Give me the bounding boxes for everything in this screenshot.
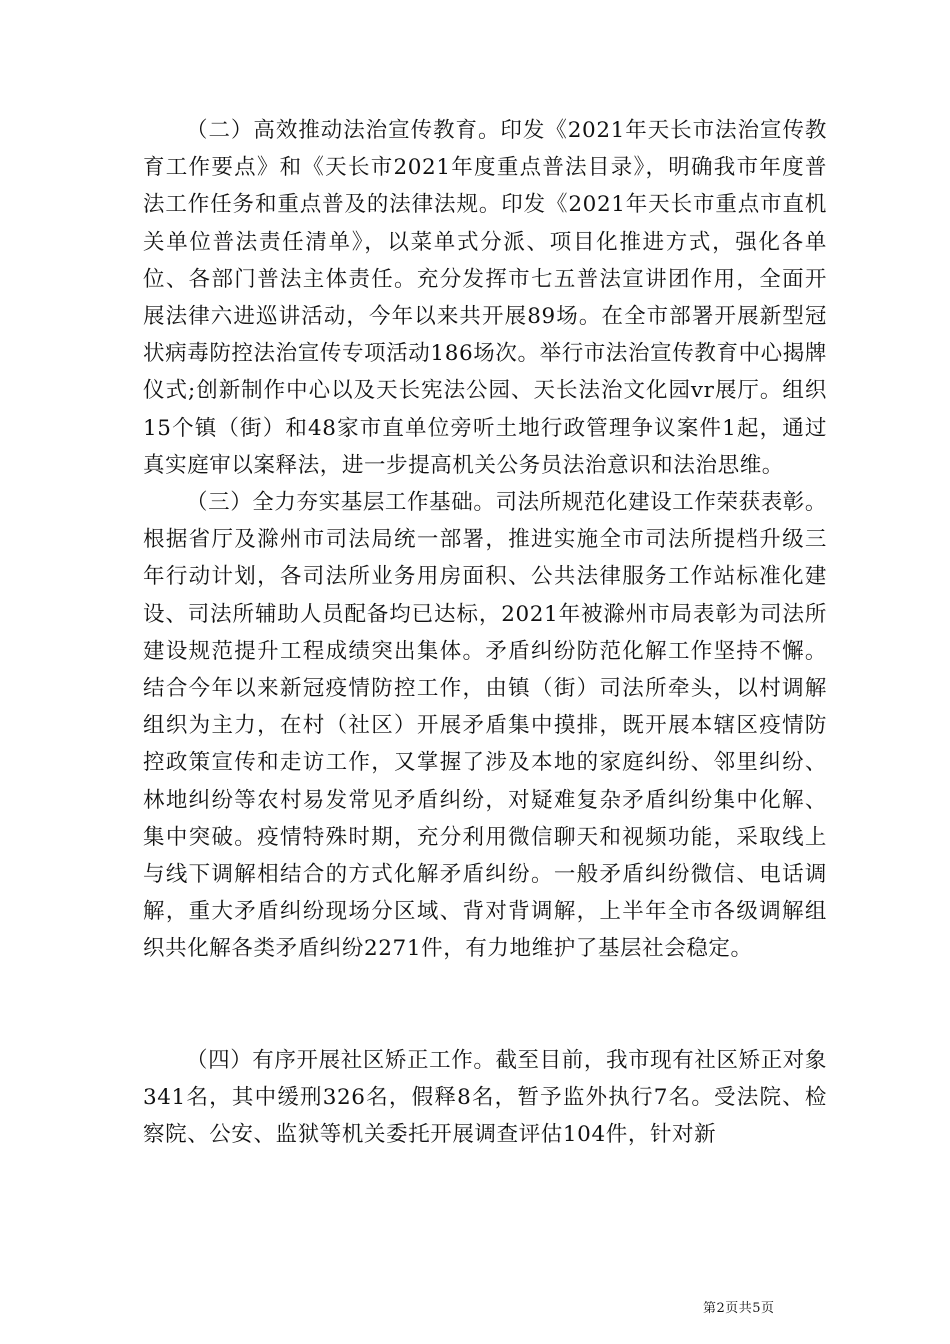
document-body bbox=[143, 112, 827, 1153]
paragraph-section-4: （四）有序开展社区矫正工作。截至目前，我市现有社区矫正对象341名，其中缓刑326名，假释8名，暂予监外执行7名。受法院、检察院、公安、监狱等机关委托开展调查评估104件，针对新 bbox=[143, 1047, 827, 1148]
page-number: 第2页共5页 bbox=[703, 1301, 775, 1316]
paragraph-section-3: （三）全力夯实基层工作基础。司法所规范化建设工作荣获表彰。根据省厅及滁州市司法局统一部署，推进实施全市司法所提档升级三年行动计划，各司法所业务用房面积、公共法律服务工作站标准化建设、司法所辅助人员配备均已达标，2021年被滁州市局表彰为司法所建设规范提升工程成绩突出集体。矛盾纠纷防范化解工作坚持不懈。结合今年以来新冠疫情防控工作，由镇（街）司法所牵头，以村调解组织为主力，在村（社区）开展矛盾集中摸排，既开展本辖区疫情防控政策宣传和走访工作，又掌握了涉及本地的家庭纠纷、邻里纠纷、林地纠纷等农村易发常见矛盾纠纷，对疑难复杂矛盾纠纷集中化解、集中突破。疫情特殊时期，充分利用微信聊天和视频功能，采取线上与线下调解相结合的方式化解矛盾纠纷。一般矛盾纠纷微信、电话调解，重大矛盾纠纷现场分区域、背对背调解，上半年全市各级调解组织共化解各类矛盾纠纷2271件，有力地维护了基层社会稳定。 bbox=[143, 490, 827, 962]
paragraph-spacer bbox=[143, 968, 827, 1042]
paragraph-section-2: （二）高效推动法治宣传教育。印发《2021年天长市法治宣传教育工作要点》和《天长市2021年度重点普法目录》，明确我市年度普法工作任务和重点普及的法律法规。印发《2021年天长市重点市直机关单位普法责任清单》，以菜单式分派、项目化推进方式，强化各单位、各部门普法主体责任。充分发挥市七五普法宣讲团作用，全面开展法律六进巡讲活动，今年以来共开展89场。在全市部署开展新型冠状病毒防控法治宣传专项活动186场次。举行市法治宣传教育中心揭牌仪式;创新制作中心以及天长宪法公园、天长法治文化园vr展厅。组织15个镇（街）和48家市直单位旁听土地行政管理争议案件1起，通过真实庭审以案释法，进一步提高机关公务员法治意识和法治思维。 bbox=[143, 118, 827, 478]
